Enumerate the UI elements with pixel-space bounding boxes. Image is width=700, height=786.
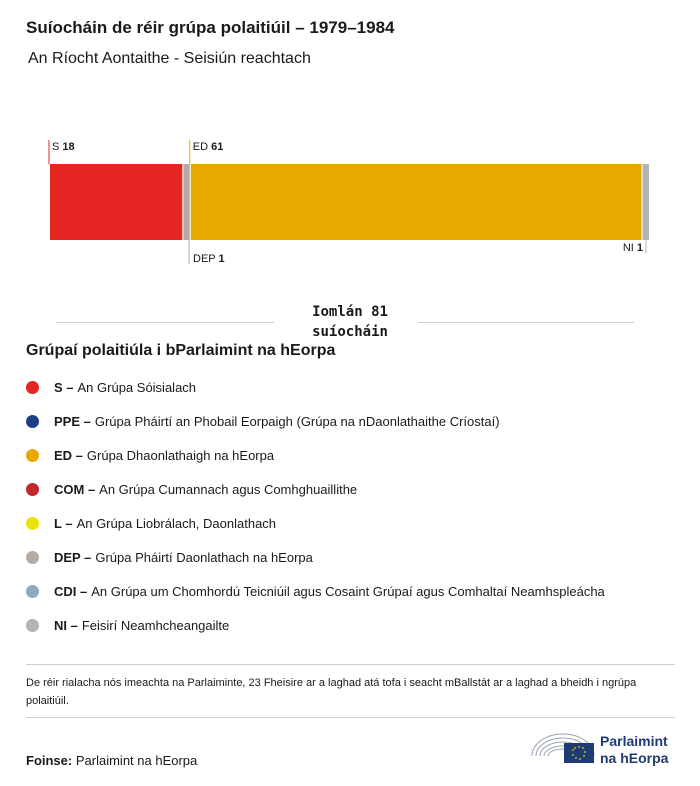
source-line xyxy=(26,753,197,768)
bar-value-ni: 1 xyxy=(636,242,643,254)
legend-label: An Grúpa Liobrálach, Daonlathach xyxy=(76,515,277,531)
legend-label: Grúpa Dhaonlathaigh na hEorpa xyxy=(86,447,275,463)
legend-item xyxy=(26,438,605,472)
legend-abbr: PPE – xyxy=(54,413,91,429)
legend-abbr: NI – xyxy=(54,617,78,633)
bar-segment-s xyxy=(50,164,182,240)
legend-abbr: ED – xyxy=(54,447,83,463)
legend-abbr: DEP – xyxy=(54,549,92,565)
legend-color-dot xyxy=(26,585,39,598)
legend-label: Grúpa Pháirtí Daonlathach na hEorpa xyxy=(95,549,313,565)
legend-title: Grúpaí polaitiúla i bParlaimint na hEorpa xyxy=(26,342,336,359)
logo-line-2: na hEorpa xyxy=(600,750,669,766)
legend-label: An Grúpa Sóisialach xyxy=(77,379,197,395)
footnote: De réir rialacha nós imeachta na Parlaiminte, 23 Fheisire ar a laghad atá tofa i seacht mBallstát ar a laghad a bheidh i ngrúpa polaitiúil. xyxy=(26,677,637,707)
legend-item xyxy=(26,608,605,642)
legend-item xyxy=(26,574,605,608)
total-seats-unit: suíocháin xyxy=(312,324,388,340)
bar-label-dep: DEP 1 xyxy=(193,253,225,265)
legend-label: Feisirí Neamhcheangailte xyxy=(81,617,230,633)
legend-item xyxy=(26,540,605,574)
bar-label-ed: ED 61 xyxy=(192,141,224,153)
legend-item xyxy=(26,506,605,540)
chart-title: Suíocháin de réir grúpa polaitiúil – 1979–1984 xyxy=(26,18,395,37)
bar-segment-ed xyxy=(191,164,642,240)
total-seats xyxy=(274,302,426,342)
bar-label-s: S 18 xyxy=(52,141,75,153)
legend-color-dot xyxy=(26,381,39,394)
european-parliament-logo xyxy=(530,728,680,768)
legend-item xyxy=(26,404,605,438)
legend-item xyxy=(26,370,605,404)
legend-label: An Grúpa Cumannach agus Comhghuaillithe xyxy=(99,481,358,497)
bar-label-ni: NI 1 xyxy=(622,242,643,254)
bar-value-dep: 1 xyxy=(218,253,225,265)
note-divider-top xyxy=(26,664,675,665)
seat-bar-chart xyxy=(0,120,700,280)
logo-line-1: Parlaimint xyxy=(600,733,668,749)
hemicycle-flag-icon xyxy=(530,728,596,768)
source-text: Parlaimint na hEorpa xyxy=(75,753,198,768)
legend-color-dot xyxy=(26,517,39,530)
legend-color-dot xyxy=(26,619,39,632)
bar-value-s: 18 xyxy=(62,141,75,153)
legend xyxy=(26,370,605,642)
legend-abbr: CDI – xyxy=(54,583,88,599)
legend-color-dot xyxy=(26,415,39,428)
legend-abbr: S – xyxy=(54,379,74,395)
legend-color-dot xyxy=(26,483,39,496)
source-label: Foinse: xyxy=(26,753,73,768)
total-divider-left xyxy=(56,322,274,323)
total-divider-right xyxy=(418,322,634,323)
legend-color-dot xyxy=(26,551,39,564)
bar-segment-ni xyxy=(643,164,649,240)
bar-value-ed: 61 xyxy=(211,141,224,153)
legend-abbr: L – xyxy=(54,515,73,531)
chart-subtitle: An Ríocht Aontaithe - Seisiún reachtach xyxy=(28,50,311,67)
legend-abbr: COM – xyxy=(54,481,96,497)
note-divider-bottom xyxy=(26,717,675,718)
total-seats-count: Iomlán 81 xyxy=(312,304,388,320)
logo-wordmark xyxy=(600,733,668,767)
legend-item xyxy=(26,472,605,506)
legend-label: Grúpa Pháirtí an Phobail Eorpaigh (Grúpa na nDaonlathaithe Críostaí) xyxy=(94,413,500,429)
bar-segment-dep xyxy=(183,164,189,240)
legend-label: An Grúpa um Chomhordú Teicniúil agus Cosaint Grúpaí agus Comhaltaí Neamhspleácha xyxy=(91,583,605,599)
legend-color-dot xyxy=(26,449,39,462)
